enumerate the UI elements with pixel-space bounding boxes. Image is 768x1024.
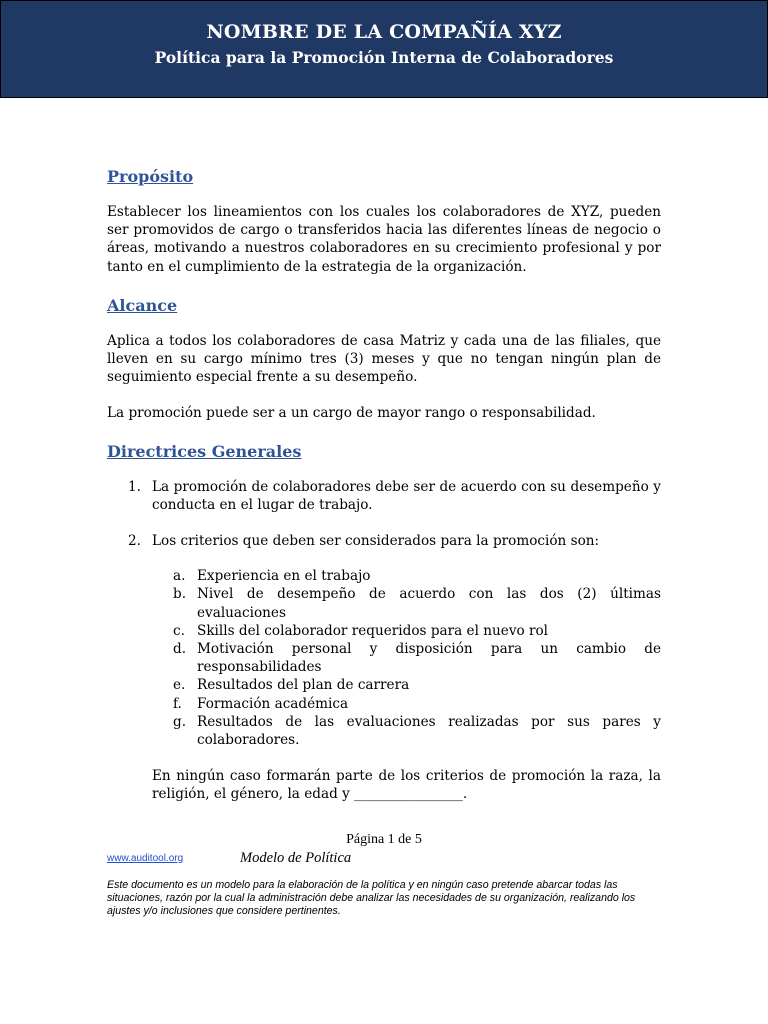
list-letter: f.	[173, 695, 182, 712]
company-title: NOMBRE DE LA COMPAÑÍA XYZ	[206, 21, 562, 43]
list-item-text: Resultados del plan de carrera	[197, 677, 410, 694]
list-letter: e.	[173, 677, 186, 694]
page-number: Página 1 de 5	[346, 832, 422, 847]
list-letter: c.	[173, 622, 185, 639]
criteria-list	[107, 567, 661, 749]
guidelines-list	[107, 478, 661, 551]
section-heading-proposito: Propósito	[107, 167, 194, 186]
proposito-paragraph: Establecer los lineamientos con los cuales los colaboradores de XYZ, pueden ser promovidos de cargo o transferidos hacia las diferentes líneas de negocio o áreas, motivando a nuestros colaboradores en su crecimiento profesional y por tanto en el cumplimiento de la estrategia de la organización.	[107, 204, 661, 275]
document-header	[0, 0, 768, 98]
list-letter: g.	[173, 713, 187, 730]
section-heading-alcance: Alcance	[107, 295, 178, 315]
list-item-text: Los criterios que deben ser considerados para la promoción son:	[152, 533, 600, 550]
list-item	[107, 676, 661, 694]
list-item	[107, 585, 661, 621]
list-letter: b.	[173, 586, 187, 603]
list-item	[107, 478, 661, 514]
list-letter: d.	[173, 641, 187, 658]
list-item	[107, 532, 661, 550]
closing-paragraph: En ningún caso formarán parte de los criterios de promoción la raza, la religión, el género, la edad y ________________.	[152, 768, 661, 803]
footer-disclaimer: Este documento es un modelo para la elaboración de la política y en ningún caso pretende abarcar todas las situaciones, razón por la cual la administración debe analizar las necesidades de su organización, realizando los ajustes y/o inclusiones que considere pertinentes.	[107, 879, 636, 917]
list-item	[107, 567, 661, 585]
footer-model-label: Modelo de Política	[240, 850, 352, 866]
list-number: 2.	[128, 533, 141, 550]
section-heading-directrices: Directrices Generales	[107, 441, 302, 461]
list-item-text: La promoción de colaboradores debe ser de acuerdo con su desempeño y conducta en el lugar de trabajo.	[152, 478, 661, 513]
list-item-text: Experiencia en el trabajo	[197, 568, 371, 585]
list-item-text: Motivación personal y disposición para un cambio de responsabilidades	[197, 641, 661, 676]
list-item	[107, 695, 661, 713]
list-item	[107, 622, 661, 640]
list-item-text: Formación académica	[197, 695, 349, 712]
list-number: 1.	[128, 478, 141, 495]
document-body	[107, 166, 661, 804]
list-item-text: Nivel de desempeño de acuerdo con las dos (2) últimas evaluaciones	[197, 586, 661, 621]
policy-subtitle: Política para la Promoción Interna de Colaboradores	[154, 48, 614, 67]
website-link[interactable]: www.auditool.org	[107, 853, 184, 864]
list-letter: a.	[173, 568, 186, 585]
alcance-paragraph-1: Aplica a todos los colaboradores de casa Matriz y cada una de las filiales, que lleven en su cargo mínimo tres (3) meses y que no tengan ningún plan de seguimiento especial frente a su desempeño.	[107, 332, 661, 386]
list-item-text: Resultados de las evaluaciones realizadas por sus pares y colaboradores.	[197, 713, 661, 749]
list-item-text: Skills del colaborador requeridos para el nuevo rol	[197, 622, 549, 639]
alcance-paragraph-2: La promoción puede ser a un cargo de mayor rango o responsabilidad.	[107, 405, 596, 422]
list-item	[107, 713, 661, 749]
list-item	[107, 640, 661, 676]
